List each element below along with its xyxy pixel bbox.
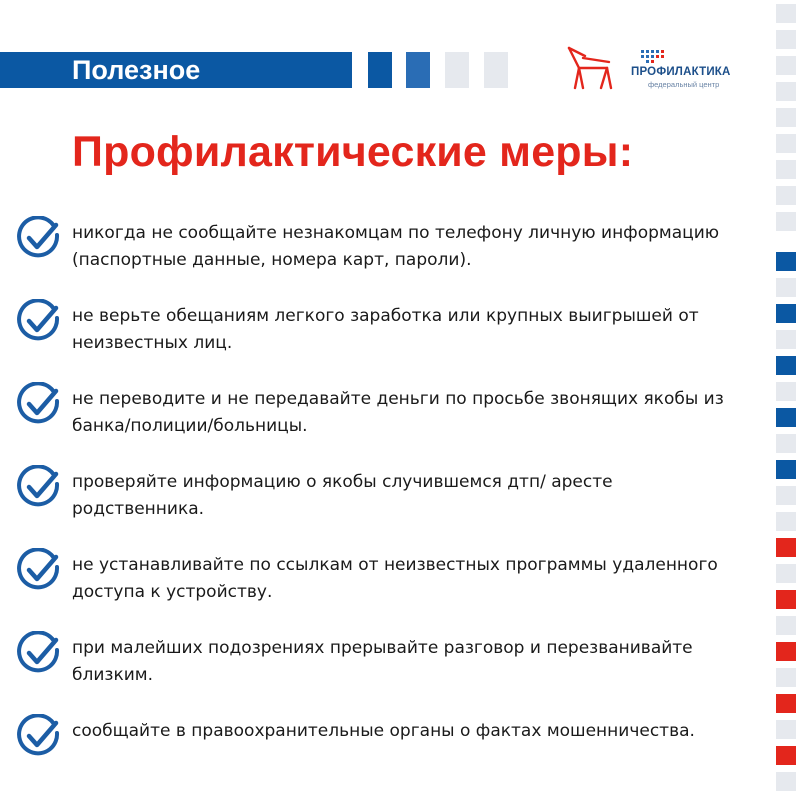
side-decor-strip: [772, 0, 800, 800]
logo-subtitle: федеральный центр: [648, 80, 720, 89]
check-circle-icon: [16, 382, 62, 428]
header-square: [445, 52, 469, 88]
header-title: Полезное: [72, 55, 201, 85]
check-circle-icon: [16, 216, 62, 262]
prevention-list: [16, 216, 756, 797]
list-item: [16, 548, 756, 631]
header-square: [484, 52, 508, 88]
list-item: [16, 382, 756, 465]
list-item-text: не устанавливайте по ссылкам от неизвестных программы удаленного доступа к устройству.: [72, 555, 718, 602]
check-circle-icon: [16, 631, 62, 677]
list-item: [16, 714, 756, 797]
list-item-text: проверяйте информацию о якобы случившемся дтп/ аресте родственника.: [72, 472, 613, 519]
list-item-text: не переводите и не передавайте деньги по просьбе звонящих якобы из банка/полиции/больницы.: [72, 389, 724, 436]
check-circle-icon: [16, 299, 62, 345]
check-circle-icon: [16, 714, 62, 760]
header-square: [406, 52, 430, 88]
check-circle-icon: [16, 465, 62, 511]
page-title: Профилактические меры:: [72, 128, 634, 176]
list-item-text: не верьте обещаниям легкого заработка или крупных выигрышей от неизвестных лиц.: [72, 306, 699, 353]
list-item-text: никогда не сообщайте незнакомцам по телефону личную информацию (паспортные данные, номера карт, пароли).: [72, 223, 720, 270]
header-square: [368, 52, 392, 88]
list-item: [16, 465, 756, 548]
list-item-text: сообщайте в правоохранительные органы о фактах мошенничества.: [72, 721, 695, 741]
list-item: [16, 216, 756, 299]
logo-name: ПРОФИЛАКТИКА: [631, 66, 731, 78]
list-item-text: при малейших подозрениях прерывайте разговор и перезванивайте близким.: [72, 638, 693, 685]
check-circle-icon: [16, 548, 62, 594]
list-item: [16, 631, 756, 714]
list-item: [16, 299, 756, 382]
